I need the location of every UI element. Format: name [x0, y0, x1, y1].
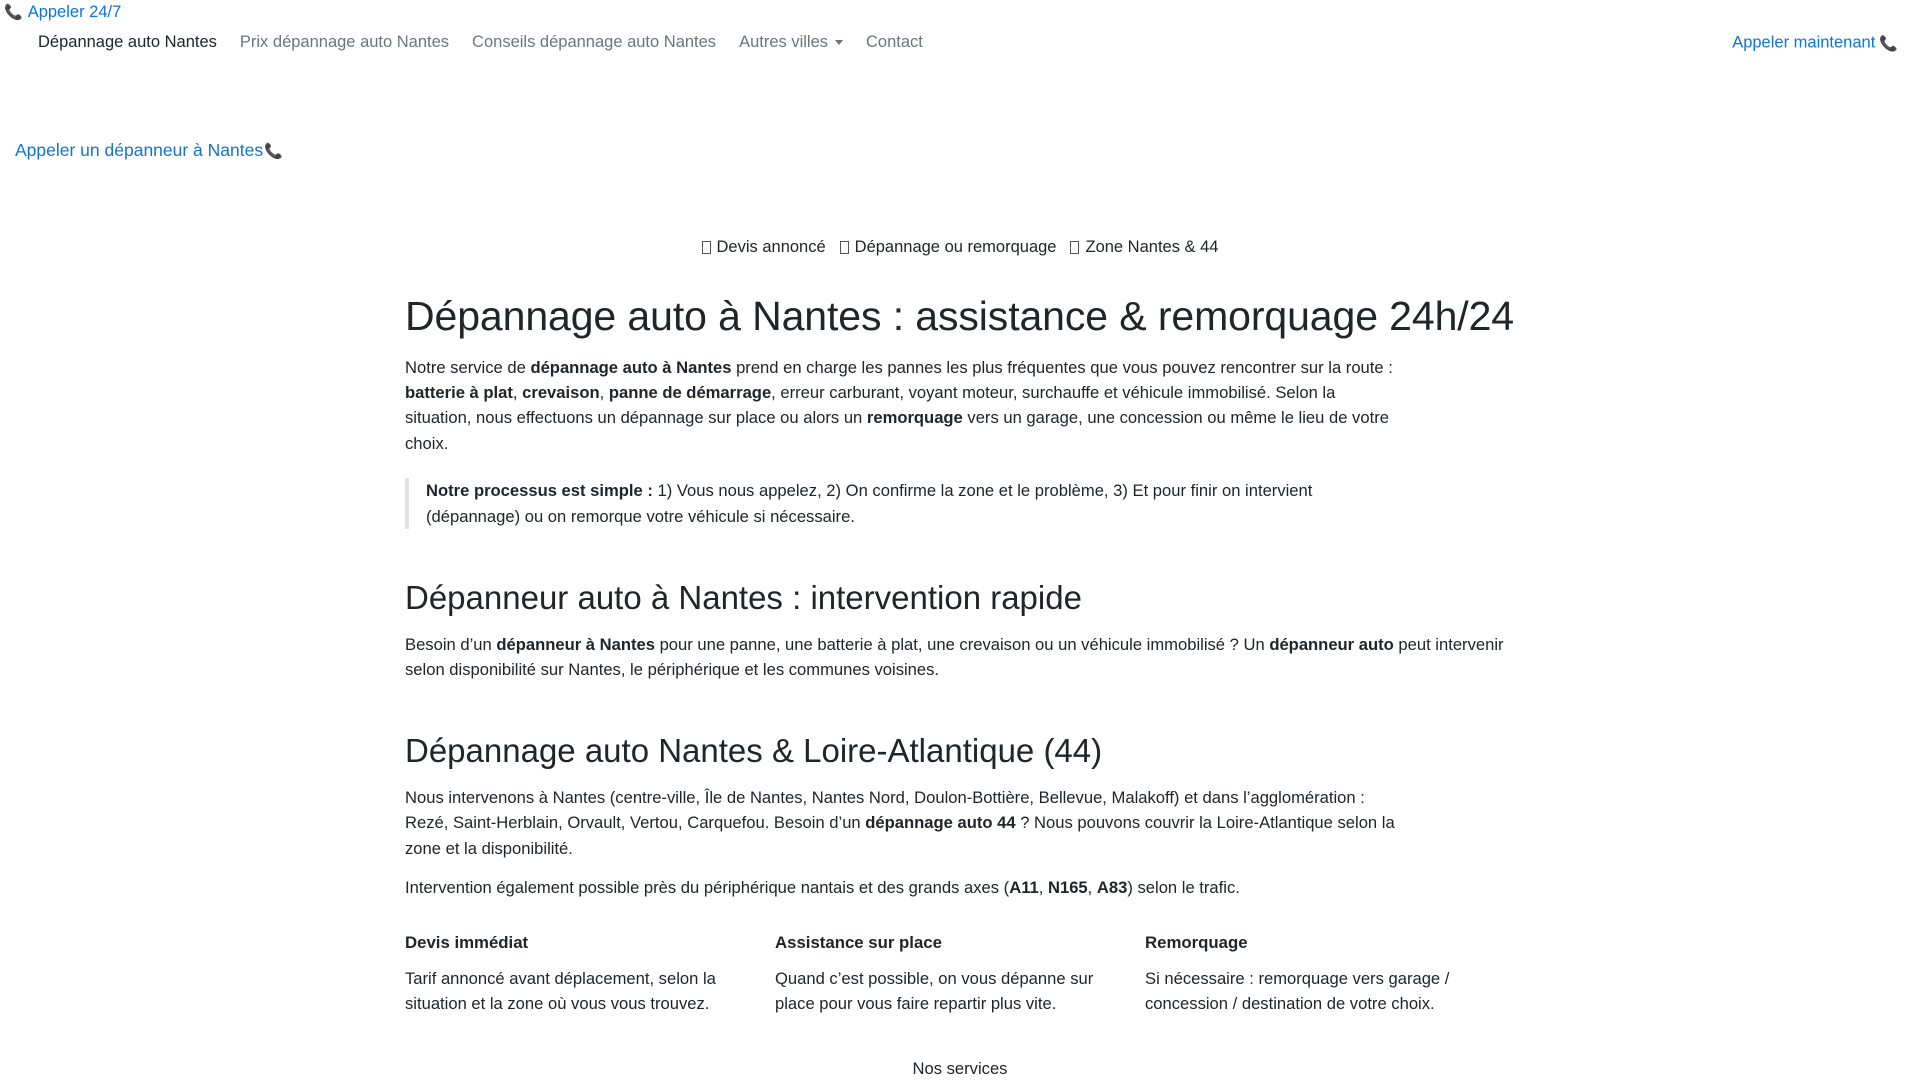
nav-link-label: Autres villes	[739, 33, 829, 51]
services-footer-label: Nos services	[912, 1059, 1008, 1079]
feature-devis-immediat	[405, 933, 775, 1016]
process-steps: 1) Vous nous appelez, 2) On confirme la zone et le problème, 3) Et pour finir on intervient (dépannage) ou on remorque votre véhicule si nécessaire.	[426, 481, 1313, 526]
topbar-call-link[interactable]	[0, 4, 121, 21]
badge-devis-annonce	[702, 239, 826, 256]
intro-keyword: remorquage	[866, 408, 963, 428]
section3-paragraph-1	[405, 785, 1395, 861]
nav-link-prix-depannage-auto-nantes[interactable]	[240, 33, 449, 51]
nav-item	[866, 34, 923, 52]
section3-keyword: dépannage auto 44	[865, 813, 1016, 833]
badge-label: Devis annoncé	[716, 238, 826, 256]
nav-item	[240, 34, 449, 52]
hero-call-technician-button[interactable]	[15, 140, 283, 161]
phone-icon: 📞	[264, 142, 283, 160]
badge-label: Dépannage ou remorquage	[854, 238, 1057, 256]
feature-assistance-sur-place	[775, 933, 1145, 1016]
nav-link-label: Conseils dépannage auto Nantes	[472, 33, 717, 51]
intro-text-part: vers un garage, une concession ou même le lieu de votre choix.	[405, 408, 1389, 453]
section-title-depanneur-rapide: Dépanneur auto à Nantes : intervention rapide	[405, 578, 1082, 616]
nav-link-label: Contact	[866, 33, 923, 51]
feature-title: Remorquage	[1145, 933, 1248, 953]
intro-text-part: prend en charge les pannes les plus fréquentes que vous pouvez rencontrer sur la route :	[731, 357, 1393, 377]
nav-link-contact[interactable]	[866, 33, 923, 51]
feature-title: Devis immédiat	[405, 933, 529, 953]
feature-column-group	[405, 933, 1515, 1016]
missing-glyph-icon	[1070, 241, 1079, 254]
feature-text: Quand c’est possible, on vous dépanne sur place pour vous faire repartir plus vite.	[775, 968, 1094, 1013]
feature-title: Assistance sur place	[775, 933, 942, 953]
intro-text-part: ,	[599, 383, 609, 403]
section2-text-part: Besoin d’un	[405, 634, 497, 654]
intro-keyword: batterie à plat	[405, 383, 513, 403]
section3-paragraph-2	[405, 875, 1395, 900]
intro-text-part: Notre service de	[405, 357, 531, 377]
section2-keyword: dépanneur auto	[1269, 634, 1394, 654]
missing-glyph-icon	[840, 241, 849, 254]
badge-label: Zone Nantes & 44	[1085, 238, 1219, 256]
nav-link-depannage-auto-nantes[interactable]	[38, 33, 217, 51]
nav-item	[739, 34, 843, 52]
hero-section	[0, 61, 1920, 221]
nav-item	[38, 34, 217, 52]
intro-keyword: panne de démarrage	[608, 383, 772, 403]
nav-link-label: Dépannage auto Nantes	[38, 33, 217, 51]
road-badge-a11: A11	[1009, 878, 1039, 897]
section-title-loire-atlantique: Dépannage auto Nantes & Loire-Atlantique (44)	[405, 732, 1103, 770]
top-utility-bar	[0, 0, 1920, 25]
section2-text-part: peut intervenir selon disponibilité sur Nantes, le périphérique et les communes voisines.	[405, 634, 1504, 679]
nav-call-now-label: Appeler maintenant	[1732, 33, 1876, 52]
nav-link-label: Prix dépannage auto Nantes	[239, 33, 450, 51]
nav-call-now-button[interactable]	[1732, 34, 1898, 53]
section2-keyword: dépanneur à Nantes	[496, 634, 655, 654]
road-badge-a83: A83	[1096, 878, 1128, 897]
intro-paragraph	[405, 355, 1395, 457]
process-text	[426, 478, 1345, 529]
main-navigation	[0, 25, 1920, 61]
page-title: Dépannage auto à Nantes : assistance & remorquage 24h/24	[405, 292, 1514, 339]
feature-text: Si nécessaire : remorquage vers garage / concession / destination de votre choix.	[1145, 968, 1450, 1013]
missing-glyph-icon	[702, 241, 711, 254]
nav-item	[472, 34, 716, 52]
process-blockquote	[405, 478, 1345, 529]
phone-icon: 📞	[1879, 35, 1898, 52]
section3-text-part: Intervention également possible près du périphérique nantais et des grands axes (	[405, 878, 1010, 897]
process-label: Notre processus est simple :	[426, 481, 653, 501]
section3-text-part: ,	[1038, 878, 1048, 897]
badge-zone-nantes-44	[1070, 239, 1218, 256]
feature-text: Tarif annoncé avant déplacement, selon la situation et la zone où vous vous trouvez.	[405, 968, 716, 1013]
chevron-down-icon	[835, 40, 843, 45]
nav-link-autres-villes[interactable]	[739, 34, 843, 51]
trust-badge-row	[0, 239, 1920, 256]
main-content	[390, 292, 1530, 1080]
section3-text-part: ,	[1087, 878, 1097, 897]
feature-remorquage	[1145, 933, 1515, 1016]
section2-paragraph	[405, 632, 1515, 683]
phone-icon: 📞	[4, 4, 23, 21]
nav-link-conseils-depannage-auto-nantes[interactable]	[472, 33, 716, 51]
section3-text-part: ? Nous pouvons couvrir la Loire-Atlantique selon la zone et la disponibilité.	[405, 813, 1395, 858]
section3-text-part: Nous intervenons à Nantes (centre-ville, Île de Nantes, Nantes Nord, Doulon-Bottière, Bellevue, Malakoff) et dans l’agglomération : Rezé, Saint-Herblain, Orvault, Vertou, Carquefou. Besoin d’un	[405, 787, 1365, 833]
intro-text-part: , erreur carburant, voyant moteur, surchauffe et véhicule immobilisé. Selon la situation, nous effectuons un dépannage sur place ou alors un	[405, 383, 1336, 428]
hero-cta-label: Appeler un dépanneur à Nantes	[15, 140, 264, 160]
intro-text-part: ,	[512, 383, 523, 403]
road-badge-n165: N165	[1047, 878, 1088, 897]
section3-text-part: ) selon le trafic.	[1127, 878, 1240, 897]
nav-link-list	[38, 34, 923, 52]
intro-keyword: crevaison	[522, 383, 600, 403]
section2-text-part: pour une panne, une batterie à plat, une crevaison ou un véhicule immobilisé ? Un	[654, 634, 1270, 654]
brand-logo-text: Dépannage Auto	[128, 0, 266, 17]
intro-keyword: dépannage auto à Nantes	[530, 357, 732, 377]
topbar-call-label: Appeler 24/7	[27, 3, 122, 22]
badge-depannage-ou-remorquage	[840, 239, 1057, 256]
